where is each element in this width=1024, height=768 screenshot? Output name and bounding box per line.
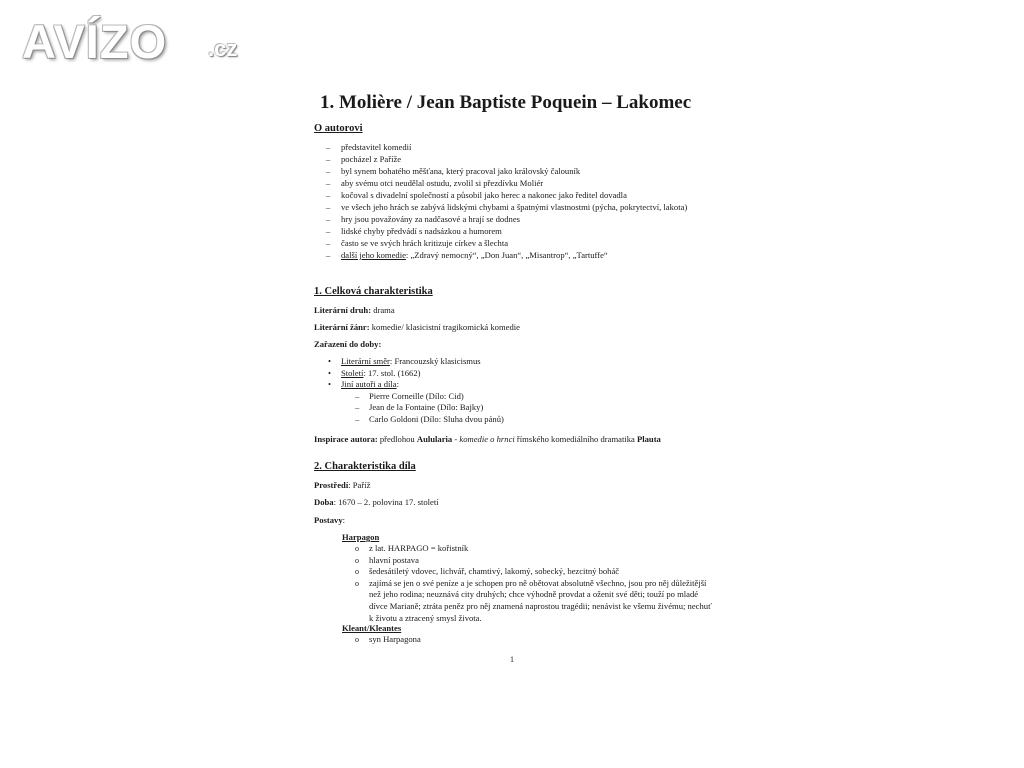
list-item: – lidské chyby předvádí s nadsázkou a humorem [326, 225, 687, 237]
period-list [326, 356, 504, 426]
other-comedies-text: : „Zdravý nemocný“, „Don Juan“, „Misantrop“, „Tartuffe“ [405, 250, 608, 260]
time-value: : 1670 – 2. polovina 17. století [333, 497, 439, 507]
avizo-logo [22, 14, 242, 70]
time-label: Doba [314, 497, 334, 507]
characters-colon: : [342, 515, 346, 525]
list-item [326, 249, 687, 261]
list-item: – představitel komedií [326, 141, 687, 153]
list-item: o hlavní postava [355, 555, 715, 567]
list-item: o syn Harpagona [355, 634, 715, 646]
literary-genre-value: komedie/ klasicistní tragikomická komedie [369, 322, 520, 332]
kleant-traits [355, 634, 715, 646]
list-item: o zajímá se jen o své peníze a je schopen pro ně obětovat absolutně všechno, jsou pro něj důležitější než jeho rodina; neuznává city druhých; chce výhodně provdat a oženit své děti; touží po mladé dívce Marianě; ztráta peněz pro něj znamená naprostou tragédii; nenávist ke všemu živému; nechuť k životu a ztracený smysl života. [355, 578, 715, 624]
period-label: Zařazení do doby: [314, 339, 382, 349]
logo-wordmark: AVÍZO [22, 15, 168, 68]
other-comedies-label: další jeho komedie [341, 250, 406, 260]
about-heading: O autorovi [314, 123, 363, 134]
list-item: o z lat. HARPAGO = kořistník [355, 543, 715, 555]
inspiration [314, 433, 661, 445]
harpagon-traits [355, 543, 715, 624]
other-authors-list [355, 391, 504, 426]
list-item [326, 368, 504, 380]
overall-heading: 1. Celková charakteristika [314, 286, 433, 297]
character-harpagon: Harpagon [342, 532, 380, 542]
list-item: – aby svému otci neudělal ostudu, zvolil si přezdívku Moliér [326, 177, 687, 189]
list-item [326, 379, 504, 425]
list-item: – pocházel z Paříže [326, 153, 687, 165]
bullet-value: : [396, 379, 399, 390]
list-item: – kočoval s divadelní společností a působil jako herec a nakonec jako ředitel dovadla [326, 189, 687, 201]
bullet-value: : Francouzský klasicismus [389, 356, 481, 366]
setting [314, 479, 370, 491]
list-item [326, 356, 504, 368]
list-item: – Jean de la Fontaine (Dílo: Bajky) [355, 402, 504, 414]
literary-kind-label: Literární druh: [314, 305, 372, 315]
setting-label: Prostředí [314, 480, 349, 490]
list-item: – Carlo Goldoni (Dílo: Sluha dvou pánů) [355, 414, 504, 426]
bullet-label: Století [341, 367, 364, 378]
bullet-label: Literární směr [341, 356, 390, 366]
list-item: – hry jsou považovány za nadčasové a hrají se dodnes [326, 213, 687, 225]
list-item: – Pierre Corneille (Dílo: Cid) [355, 391, 504, 403]
list-item: – často se ve svých hrách kritizuje církev a šlechta [326, 237, 687, 249]
inspiration-text: předlohou [377, 434, 417, 444]
inspiration-work: Aulularia [416, 434, 453, 444]
work-heading: 2. Charakteristika díla [314, 461, 416, 472]
time [314, 496, 439, 508]
list-item: – byl synem bohatého měšťana, který pracoval jako královský čalouník [326, 165, 687, 177]
character-kleant: Kleant/Kleantes [342, 623, 402, 633]
about-list [326, 141, 687, 261]
list-item: – ve všech jeho hrách se zabývá lidskými chybami a špatnými vlastnostmi (pýcha, pokrytectví, lakota) [326, 201, 687, 213]
list-item: o šedesátiletý vdovec, lichvář, chamtivý, lakomý, sobecký, bezcitný boháč [355, 566, 715, 578]
bullet-value: : 17. stol. (1662) [363, 367, 421, 378]
inspiration-italic: komedie o hrnci [459, 434, 515, 444]
inspiration-author: Plauta [636, 434, 661, 444]
page-number: 1 [510, 655, 514, 664]
characters [314, 514, 345, 526]
inspiration-label: Inspirace autora: [314, 434, 378, 444]
setting-value: : Paříž [348, 480, 371, 490]
logo-domain: .cz [208, 36, 238, 61]
inspiration-text: římského komediálního dramatika [514, 434, 637, 444]
literary-genre-label: Literární žánr: [314, 322, 370, 332]
literary-genre [314, 321, 520, 333]
literary-kind-value: drama [371, 305, 395, 315]
characters-label: Postavy [314, 515, 343, 525]
literary-kind [314, 304, 395, 316]
bullet-label: Jiní autoři a díla [341, 379, 397, 390]
inspiration-text: - [452, 434, 460, 444]
document-title: 1. Molière / Jean Baptiste Poquein – Lakomec [320, 92, 692, 113]
